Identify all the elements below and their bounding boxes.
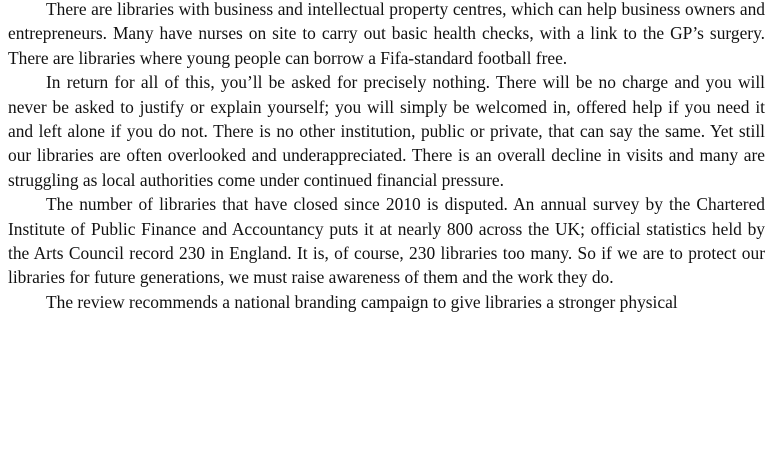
paragraph-library-closures: The number of libraries that have closed since 2010 is disputed. An annual survey by the Chartered Institute of Public Finance and Accountancy puts it at nearly 800 across the UK; official statistics held by the Arts Council record 230 in England. It is, of course, 230 libraries too many. So if we are to protect our libraries for future generations, we must raise awareness of them and the work they do. [8, 194, 765, 288]
paragraph-branding-campaign: The review recommends a national branding campaign to give libraries a stronger physical [46, 291, 678, 312]
paragraph-in-return: In return for all of this, you’ll be asked for precisely nothing. There will be no charge and you will never be asked to justify or explain yourself; you will simply be welcomed in, offered help if you need it and left alone if you do not. There is no other institution, public or private, that can say the same. Yet still our libraries are often overlooked and underappreciated. There is an overall decline in visits and many are struggling as local authorities come under continued financial pressure. [8, 72, 765, 190]
paragraph-business-centres: There are libraries with business and intellectual property centres, which can help business owners and entrepreneurs. Many have nurses on site to carry out basic health checks, with a link to the GP’s surgery. There are libraries where young people can borrow a Fifa-standard football free. [8, 0, 765, 68]
